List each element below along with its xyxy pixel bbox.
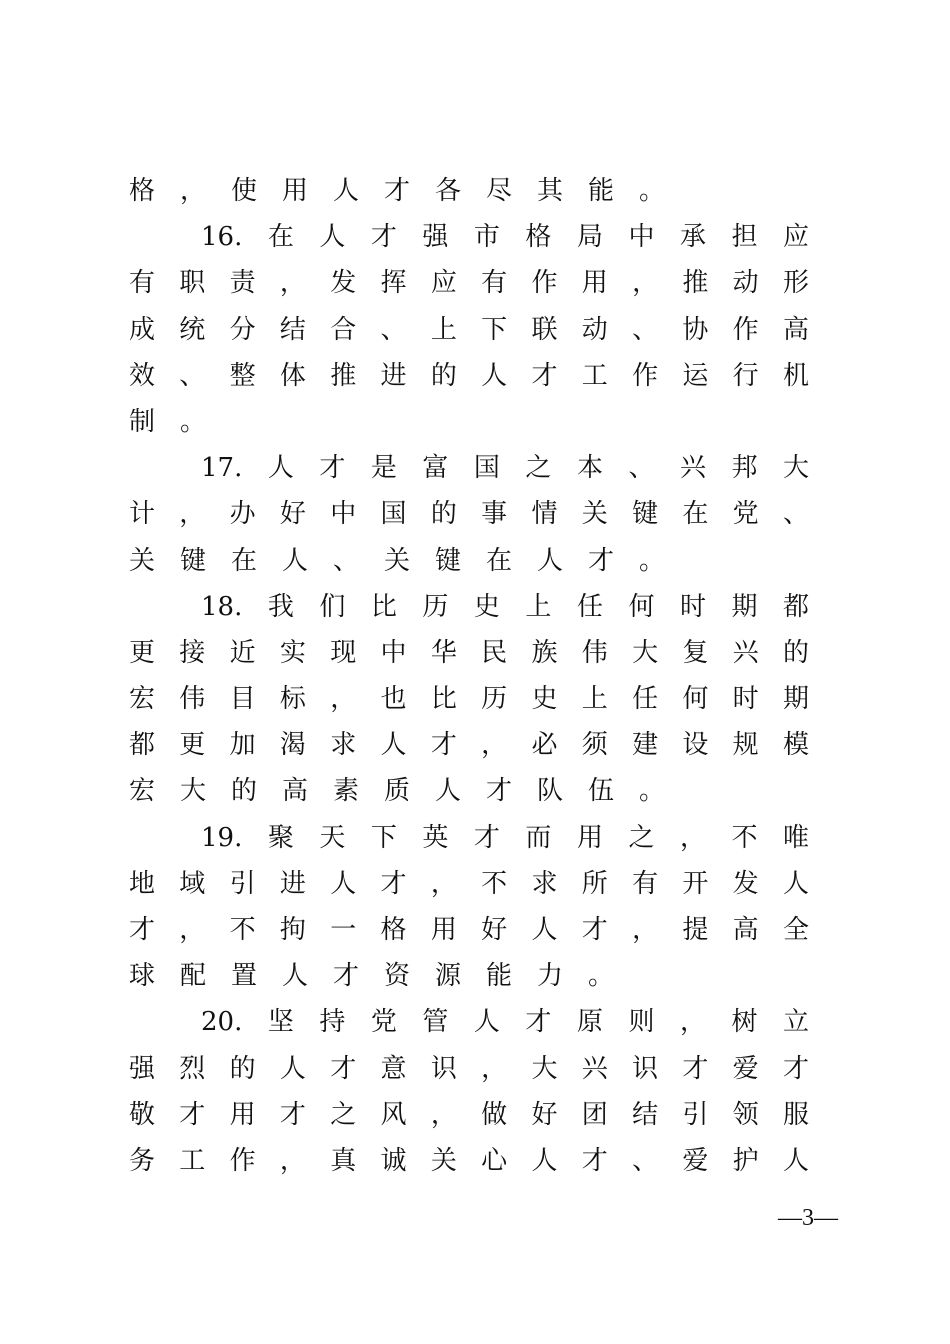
text-line: 宏大的高素质人才队伍。 xyxy=(129,776,691,807)
text-line: 成统分结合、上下联动、协作高 xyxy=(129,314,809,345)
text-line: 都更加渴求人才，必须建设规模 xyxy=(129,730,809,761)
text-line: 务工作，真诚关心人才、爱护人 xyxy=(129,1145,809,1176)
text-line: 效、整体推进的人才工作运行机 xyxy=(129,360,809,391)
text-line: 制。 xyxy=(129,406,232,437)
text-line: 宏伟目标，也比历史上任何时期 xyxy=(129,684,809,715)
paragraph-20-start: 20.坚持党管人才原则，树立 xyxy=(201,1007,809,1038)
text-line: 才，不拘一格用好人才，提高全 xyxy=(129,915,809,945)
text-line: 格，使用人才各尽其能。 xyxy=(129,176,691,206)
paragraph-17-start: 17.人才是富国之本、兴邦大 xyxy=(201,453,809,484)
body-text xyxy=(129,168,809,1184)
text-line: 更接近实现中华民族伟大复兴的 xyxy=(129,637,809,668)
text-line: 计，办好中国的事情关键在党、 xyxy=(129,499,809,530)
text-line: 敬才用才之风，做好团结引领服 xyxy=(129,1099,809,1130)
text-line: 地域引进人才，不求所有开发人 xyxy=(129,868,809,899)
page-number: —3— xyxy=(778,1205,838,1231)
paragraph-18-start: 18.我们比历史上任何时期都 xyxy=(201,591,809,622)
paragraph-16-start: 16.在人才强市格局中承担应 xyxy=(201,222,809,253)
paragraph-19-start: 19.聚天下英才而用之，不唯 xyxy=(201,822,809,853)
text-line: 球配置人才资源能力。 xyxy=(129,961,640,992)
text-line: 强烈的人才意识，大兴识才爱才 xyxy=(129,1053,809,1084)
text-line: 有职责，发挥应有作用，推动形 xyxy=(129,268,809,299)
text-line: 关键在人、关键在人才。 xyxy=(129,545,691,576)
